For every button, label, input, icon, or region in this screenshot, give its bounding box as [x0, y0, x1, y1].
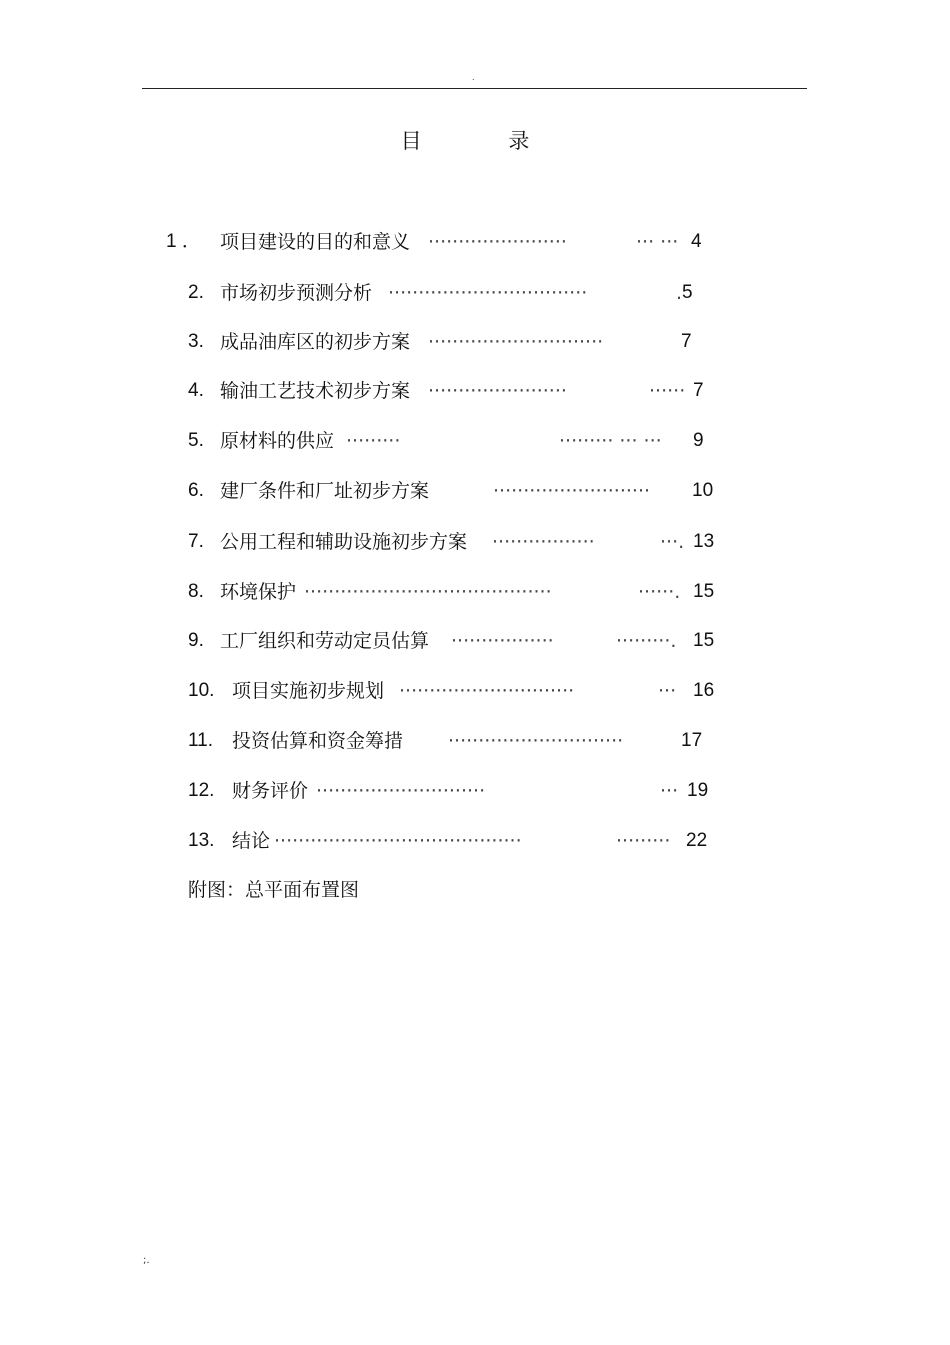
toc-entry-page: 13 [693, 531, 715, 552]
toc-entry-leader: ················· [451, 630, 554, 652]
toc-entry-title: 投资估算和资金筹措 [232, 730, 404, 752]
toc-entry[interactable] [0, 229, 950, 255]
toc-entry-leader: ······················· [428, 380, 567, 402]
toc-entry-number: 1 ． [166, 231, 201, 252]
toc-entry-page: 4 [691, 231, 702, 252]
toc-entry-leader: ···························· [316, 780, 486, 802]
toc-entry-title: 公用工程和辅助设施初步方案 [220, 531, 468, 553]
toc-entry-number: 2. [188, 282, 204, 303]
header-mark: . [472, 73, 475, 82]
toc-entry[interactable] [0, 329, 950, 355]
toc-entry-leader: ·························· [493, 480, 651, 502]
toc-entry-leader: ················· [492, 531, 595, 553]
toc-appendix-label: 附图：总平面布置图 [188, 879, 360, 901]
toc-entry-leader: ······················· [428, 231, 567, 253]
toc-entry-leader: ··· [660, 780, 679, 802]
toc-entry-title: 工厂组织和劳动定员估算 [220, 630, 430, 652]
toc-entry-number: 6. [188, 480, 204, 501]
toc-entry-leader: ········································· [274, 830, 522, 852]
page-title: 目 录 [400, 129, 570, 153]
toc-entry-leader: ··· [658, 680, 677, 702]
toc-entry-title: 市场初步预测分析 [220, 282, 373, 304]
toc-entry-leader: ·········. [616, 630, 677, 652]
toc-entry-number: 12. [188, 780, 215, 801]
toc-entry-number: 4. [188, 380, 204, 401]
toc-entry-leader: ···. [660, 531, 685, 553]
toc-entry[interactable] [0, 728, 950, 754]
toc-entry-leader: ······ [649, 380, 686, 402]
toc-entry-title: 环境保护 [220, 581, 297, 603]
toc-entry-page: 7 [681, 331, 692, 352]
toc-entry-leader: . [676, 282, 683, 304]
toc-entry-title: 结论 [232, 830, 271, 852]
toc-entry-page: 17 [681, 730, 703, 751]
toc-entry-title: 原材料的供应 [220, 430, 335, 452]
toc-entry-page: 15 [693, 581, 715, 602]
toc-entry[interactable] [0, 828, 950, 854]
toc-entry-leader: ····························· [399, 680, 575, 702]
toc-entry-number: 3. [188, 331, 204, 352]
toc-entry[interactable] [0, 280, 950, 306]
toc-entry-leader: ········· ··· ··· [559, 430, 662, 452]
toc-entry-title: 财务评价 [232, 780, 309, 802]
toc-entry-page: 10 [692, 480, 714, 501]
toc-entry-title: 项目建设的目的和意义 [220, 231, 411, 253]
toc-entry-leader: ········· [346, 430, 401, 452]
toc-entry-number: 7. [188, 531, 204, 552]
toc-entry-title: 建厂条件和厂址初步方案 [220, 480, 430, 502]
toc-entry-title: 输油工艺技术初步方案 [220, 380, 411, 402]
toc-entry-page: 5 [682, 282, 693, 303]
toc-entry-page: 9 [693, 430, 704, 451]
toc-entry-title: 成品油库区的初步方案 [220, 331, 411, 353]
toc-entry-leader: ····························· [428, 331, 604, 353]
toc-entry[interactable] [0, 628, 950, 654]
toc-entry-number: 13. [188, 830, 215, 851]
toc-entry[interactable] [0, 378, 950, 404]
toc-entry-page: 19 [687, 780, 709, 801]
toc-entry-number: 11. [188, 730, 214, 751]
toc-entry[interactable] [0, 478, 950, 504]
toc-entry[interactable] [0, 428, 950, 454]
toc-entry-page: 15 [693, 630, 715, 651]
toc-entry-number: 10. [188, 680, 215, 701]
toc-entry-number: 8. [188, 581, 204, 602]
toc-entry[interactable] [0, 778, 950, 804]
toc-entry-leader: ··· ··· [636, 231, 679, 253]
toc-entry[interactable] [0, 678, 950, 704]
toc-entry[interactable] [0, 529, 950, 555]
toc-entry-title: 项目实施初步规划 [232, 680, 385, 702]
footer-mark: ;. [143, 1255, 150, 1266]
toc-entry-number: 9. [188, 630, 204, 651]
toc-entry-leader: ········································· [304, 581, 552, 603]
toc-entry-leader: ········· [616, 830, 671, 852]
toc-entry-number: 5. [188, 430, 204, 451]
toc-entry-leader: ····························· [448, 730, 624, 752]
toc-entry-page: 7 [693, 380, 704, 401]
toc-entry-leader: ································· [388, 282, 588, 304]
toc-entry-page: 16 [693, 680, 715, 701]
toc-entry-page: 22 [686, 830, 708, 851]
toc-entry[interactable] [0, 579, 950, 605]
toc-entry-leader: ······. [638, 581, 681, 603]
